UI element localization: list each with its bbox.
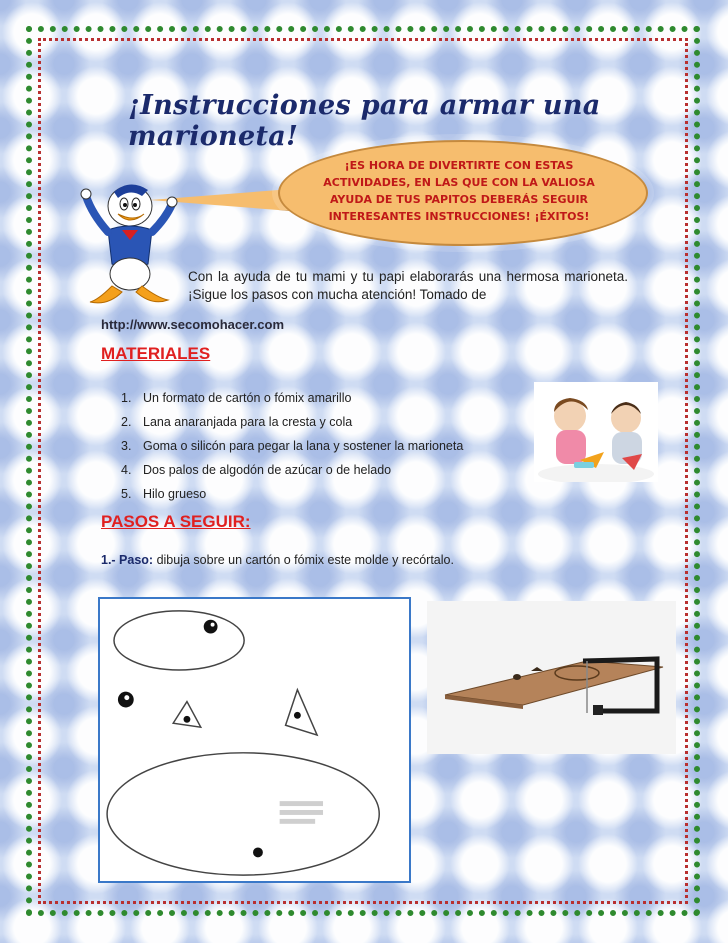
list-number: 1. xyxy=(121,391,132,405)
list-item xyxy=(121,410,463,434)
speech-bubble-text xyxy=(284,157,634,225)
list-number: 2. xyxy=(121,415,132,429)
list-item xyxy=(121,482,463,506)
intro-paragraph: Con la ayuda de tu mami y tu papi elaborarás una hermosa marioneta. ¡Sigue los pasos con mucha atención! Tomado de xyxy=(188,269,628,302)
list-item xyxy=(121,386,463,410)
list-text: Hilo grueso xyxy=(143,487,207,501)
puppet-template-pattern xyxy=(98,597,411,883)
source-link[interactable]: http://www.secomohacer.com xyxy=(101,317,285,332)
list-number: 5. xyxy=(121,487,132,501)
list-number: 3. xyxy=(121,439,132,453)
bubble-line: INTERESANTES INSTRUCCIONES! ¡ÉXITOS! xyxy=(328,210,590,223)
step-1-text: dibuja sobre un cartón o fómix este molde y recórtalo. xyxy=(153,553,454,567)
list-text: Lana anaranjada para la cresta y cola xyxy=(143,415,353,429)
page-title: ¡Instrucciones para armar una marioneta! xyxy=(128,90,601,152)
step-1-label: 1.- Paso: xyxy=(101,553,154,567)
bubble-line: AYUDA DE TUS PAPITOS DEBERÁS SEGUIR xyxy=(329,193,589,206)
list-text: Dos palos de algodón de azúcar o de helado xyxy=(143,463,392,477)
list-text: Goma o silicón para pegar la lana y sostener la marioneta xyxy=(143,439,464,453)
steps-heading: PASOS A SEGUIR: xyxy=(101,512,251,531)
donald-duck-illustration xyxy=(78,174,178,314)
scroll-saw-cutting-photo xyxy=(427,601,676,754)
children-crafting-photo xyxy=(534,382,658,482)
list-item xyxy=(121,434,463,458)
materials-list xyxy=(121,386,463,506)
bubble-line: ACTIVIDADES, EN LAS QUE CON LA VALIOSA xyxy=(323,176,595,189)
list-item xyxy=(121,458,463,482)
bubble-line: ¡ES HORA DE DIVERTIRTE CON ESTAS xyxy=(344,159,574,172)
list-number: 4. xyxy=(121,463,132,477)
materials-heading: MATERIALES xyxy=(101,344,211,363)
list-text: Un formato de cartón o fómix amarillo xyxy=(143,391,352,405)
step-1 xyxy=(101,553,454,567)
